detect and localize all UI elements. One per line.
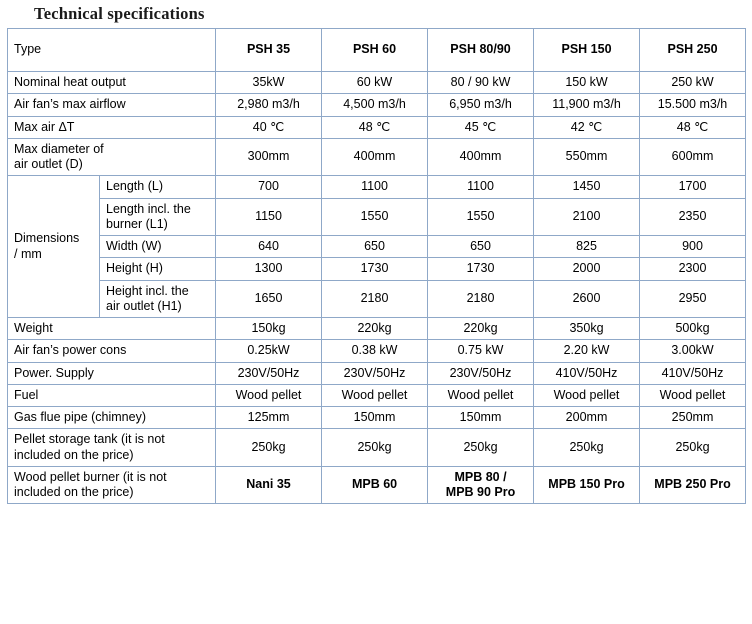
table-row [8,318,746,340]
cell-value: 1730 [428,258,534,280]
cell-value: 15.500 m3/h [640,94,746,116]
row-label-gas-flue-pipe: Gas flue pipe (chimney) [8,407,216,429]
cell-value: 500kg [640,318,746,340]
cell-value: 250mm [640,407,746,429]
table-row [8,384,746,406]
cell-value: 825 [534,236,640,258]
cell-value: 1100 [428,176,534,198]
cell-value: 220kg [428,318,534,340]
cell-value: 1650 [216,280,322,318]
cell-value: 1450 [534,176,640,198]
header-col-psh250: PSH 250 [640,29,746,72]
cell-value: 2600 [534,280,640,318]
cell-value: 150 kW [534,72,640,94]
cell-value: 2350 [640,198,746,236]
row-label-pellet-storage-tank [8,429,216,467]
cell-value: 2180 [428,280,534,318]
row-label-air-fan-max-airflow: Air fan’s max airflow [8,94,216,116]
cell-value: 0.75 kW [428,340,534,362]
table-header-row [8,29,746,72]
table-row [8,362,746,384]
row-label-height: Height (H) [100,258,216,280]
cell-value: 150mm [428,407,534,429]
cell-value: 1550 [428,198,534,236]
table-row [8,429,746,467]
cell-value: 400mm [322,138,428,176]
cell-value: 900 [640,236,746,258]
cell-value: 250kg [640,429,746,467]
cell-value: Wood pellet [640,384,746,406]
table-row [8,116,746,138]
cell-value: 0.38 kW [322,340,428,362]
cell-value: 250kg [428,429,534,467]
label-line-2: burner (L1) [106,216,168,231]
cell-value: 0.25kW [216,340,322,362]
cell-value: 42 ℃ [534,116,640,138]
value-line-1: MPB 80 / [454,469,507,484]
cell-value: 700 [216,176,322,198]
cell-value: 230V/50Hz [428,362,534,384]
row-label-max-diameter-air-outlet [8,138,216,176]
cell-value: Wood pellet [534,384,640,406]
cell-value: 410V/50Hz [534,362,640,384]
dimensions-label-line-1: Dimensions [14,231,80,246]
cell-value: MPB 60 [322,466,428,504]
cell-value: 220kg [322,318,428,340]
cell-value: MPB 250 Pro [640,466,746,504]
row-label-wood-pellet-burner [8,466,216,504]
table-row [8,340,746,362]
row-label-length: Length (L) [100,176,216,198]
cell-value: 640 [216,236,322,258]
cell-value: 1300 [216,258,322,280]
row-label-fuel: Fuel [8,384,216,406]
cell-value: 250kg [216,429,322,467]
cell-value: 80 / 90 kW [428,72,534,94]
cell-value: MPB 150 Pro [534,466,640,504]
table-row [8,198,746,236]
row-label-air-fan-power-cons: Air fan’s power cons [8,340,216,362]
cell-value: 3.00kW [640,340,746,362]
cell-value: 350kg [534,318,640,340]
cell-value: Nani 35 [216,466,322,504]
cell-value: 230V/50Hz [216,362,322,384]
label-line-1: Length incl. the [106,201,191,216]
cell-value: Wood pellet [216,384,322,406]
header-type-cell: Type [8,29,216,72]
header-col-psh35: PSH 35 [216,29,322,72]
label-line-2: air outlet (D) [14,157,83,171]
cell-value: 1700 [640,176,746,198]
table-row [8,176,746,198]
cell-value: 300mm [216,138,322,176]
cell-value: 650 [428,236,534,258]
cell-value: 48 ℃ [322,116,428,138]
row-label-nominal-heat-output: Nominal heat output [8,72,216,94]
table-row [8,72,746,94]
cell-value: 2,980 m3/h [216,94,322,116]
header-col-psh60: PSH 60 [322,29,428,72]
cell-value: 1730 [322,258,428,280]
table-row [8,258,746,280]
cell-value: 2300 [640,258,746,280]
cell-value: 40 ℃ [216,116,322,138]
table-row [8,138,746,176]
row-label-height-incl-air-outlet [100,280,216,318]
cell-value: 150mm [322,407,428,429]
table-row [8,280,746,318]
cell-value: 35kW [216,72,322,94]
header-col-psh8090: PSH 80/90 [428,29,534,72]
cell-value: 650 [322,236,428,258]
table-row [8,94,746,116]
label-line-2: air outlet (H1) [106,298,182,313]
cell-value: 410V/50Hz [640,362,746,384]
cell-value: 1550 [322,198,428,236]
dimensions-label-line-2: / mm [14,246,42,261]
table-row [8,236,746,258]
label-line-1: Height incl. the [106,283,189,298]
cell-value: Wood pellet [428,384,534,406]
cell-value [428,466,534,504]
cell-value: 1100 [322,176,428,198]
row-label-length-incl-burner [100,198,216,236]
label-line-1: Pellet storage tank (it is not [14,432,165,447]
row-label-max-air-delta-t: Max air ΔT [8,116,216,138]
label-line-2: included on the price) [14,485,134,499]
cell-value: Wood pellet [322,384,428,406]
label-line-1: Wood pellet burner (it is not [14,469,167,484]
label-line-2: included on the price) [14,447,134,462]
table-row [8,466,746,504]
cell-value: 60 kW [322,72,428,94]
technical-specifications-table [7,28,746,504]
cell-value: 6,950 m3/h [428,94,534,116]
cell-value: 48 ℃ [640,116,746,138]
row-label-weight: Weight [8,318,216,340]
cell-value: 2100 [534,198,640,236]
cell-value: 400mm [428,138,534,176]
cell-value: 1150 [216,198,322,236]
cell-value: 4,500 m3/h [322,94,428,116]
cell-value: 250kg [322,429,428,467]
header-col-psh150: PSH 150 [534,29,640,72]
page-title: Technical specifications [34,4,205,23]
row-label-dimensions-group [8,176,100,318]
row-label-power-supply: Power. Supply [8,362,216,384]
cell-value: 200mm [534,407,640,429]
cell-value: 45 ℃ [428,116,534,138]
table-row [8,407,746,429]
cell-value: 125mm [216,407,322,429]
cell-value: 2.20 kW [534,340,640,362]
cell-value: 2950 [640,280,746,318]
cell-value: 550mm [534,138,640,176]
cell-value: 230V/50Hz [322,362,428,384]
cell-value: 11,900 m3/h [534,94,640,116]
cell-value: 600mm [640,138,746,176]
cell-value: 250kg [534,429,640,467]
row-label-width: Width (W) [100,236,216,258]
cell-value: 250 kW [640,72,746,94]
page-title-bar [0,0,752,28]
value-line-2: MPB 90 Pro [445,485,516,499]
label-line-1: Max diameter of [14,141,104,156]
cell-value: 150kg [216,318,322,340]
cell-value: 2000 [534,258,640,280]
cell-value: 2180 [322,280,428,318]
